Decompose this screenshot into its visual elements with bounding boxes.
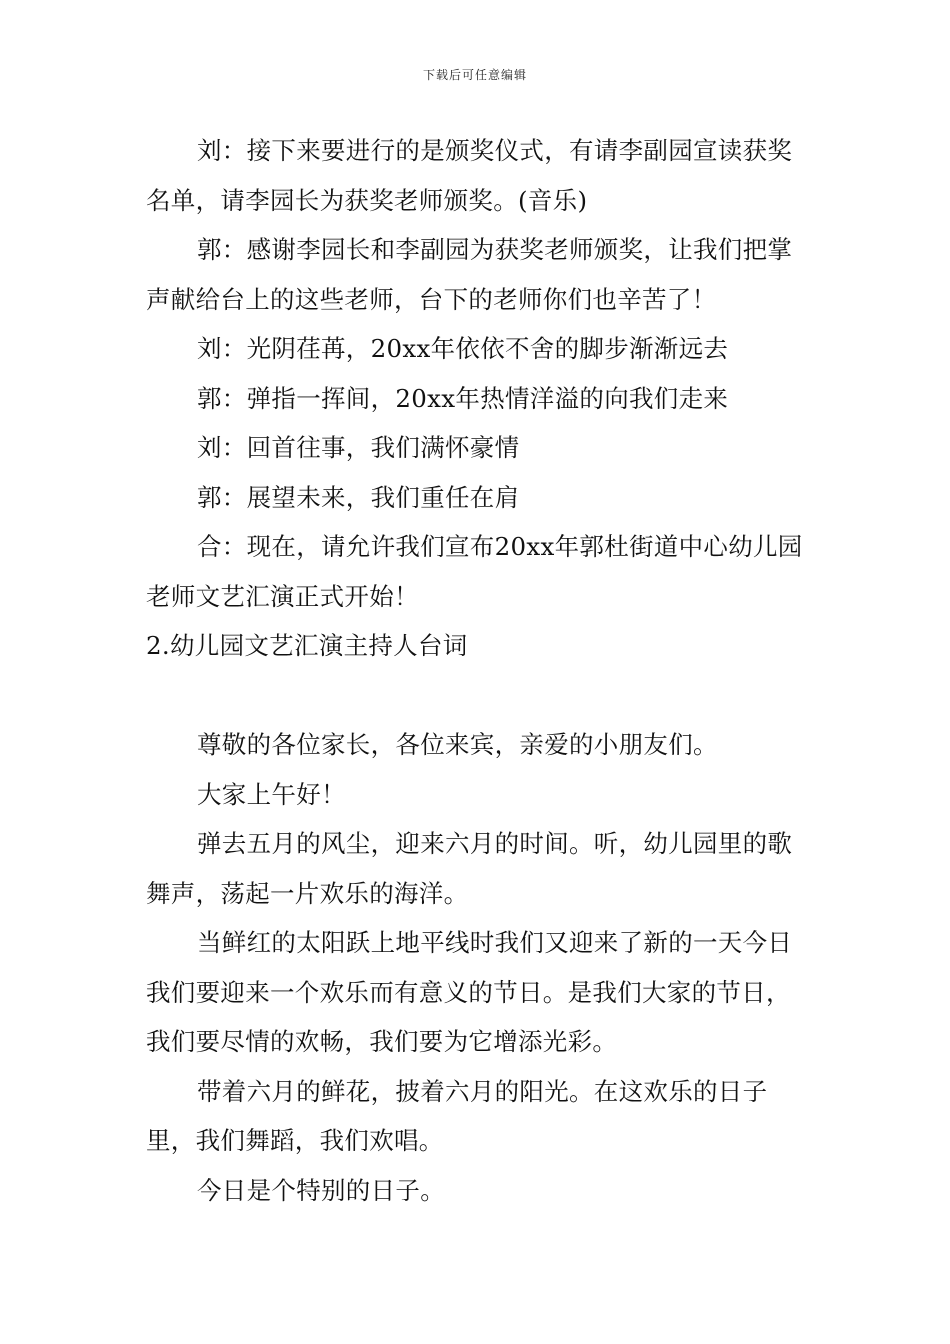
paragraph: 当鲜红的太阳跃上地平线时我们又迎来了新的一天今日我们要迎来一个欢乐而有意义的节日。是我们大家的节日，我们要尽情的欢畅，我们要为它增添光彩。 [146, 928, 793, 1056]
page-header: 下载后可任意编辑 [422, 68, 527, 82]
paragraph: 今日是个特别的日子。 [197, 1175, 445, 1205]
blank-line [146, 671, 808, 721]
paragraph: 刘：回首往事，我们满怀豪情 [197, 433, 520, 462]
paragraph: 尊敬的各位家长，各位来宾，亲爱的小朋友们。 [197, 730, 718, 759]
paragraph: 刘：接下来要进行的是颁奖仪式，有请李副园宣读获奖名单，请李园长为获奖老师颁奖。(音乐) [146, 136, 793, 215]
paragraph: 弹去五月的风尘，迎来六月的时间。听，幼儿园里的歌舞声，荡起一片欢乐的海洋。 [146, 829, 793, 908]
paragraph: 带着六月的鲜花，披着六月的阳光。在这欢乐的日子里，我们舞蹈，我们欢唱。 [146, 1076, 768, 1155]
section-heading: 2.幼儿园文艺汇演主持人台词 [146, 631, 468, 660]
document-body [146, 126, 808, 1215]
paragraph: 大家上午好！ [197, 779, 346, 809]
paragraph: 合：现在，请允许我们宣布20xx年郭杜街道中心幼儿园老师文艺汇演正式开始！ [146, 532, 803, 611]
paragraph: 郭：展望未来，我们重任在肩 [197, 482, 520, 512]
paragraph: 郭：弹指一挥间，20xx年热情洋溢的向我们走来 [197, 383, 729, 413]
paragraph: 刘：光阴荏苒，20xx年依依不舍的脚步渐渐远去 [197, 334, 729, 363]
paragraph: 郭：感谢李园长和李副园为获奖老师颁奖，让我们把掌声献给台上的这些老师，台下的老师你们也辛苦了！ [146, 235, 793, 314]
